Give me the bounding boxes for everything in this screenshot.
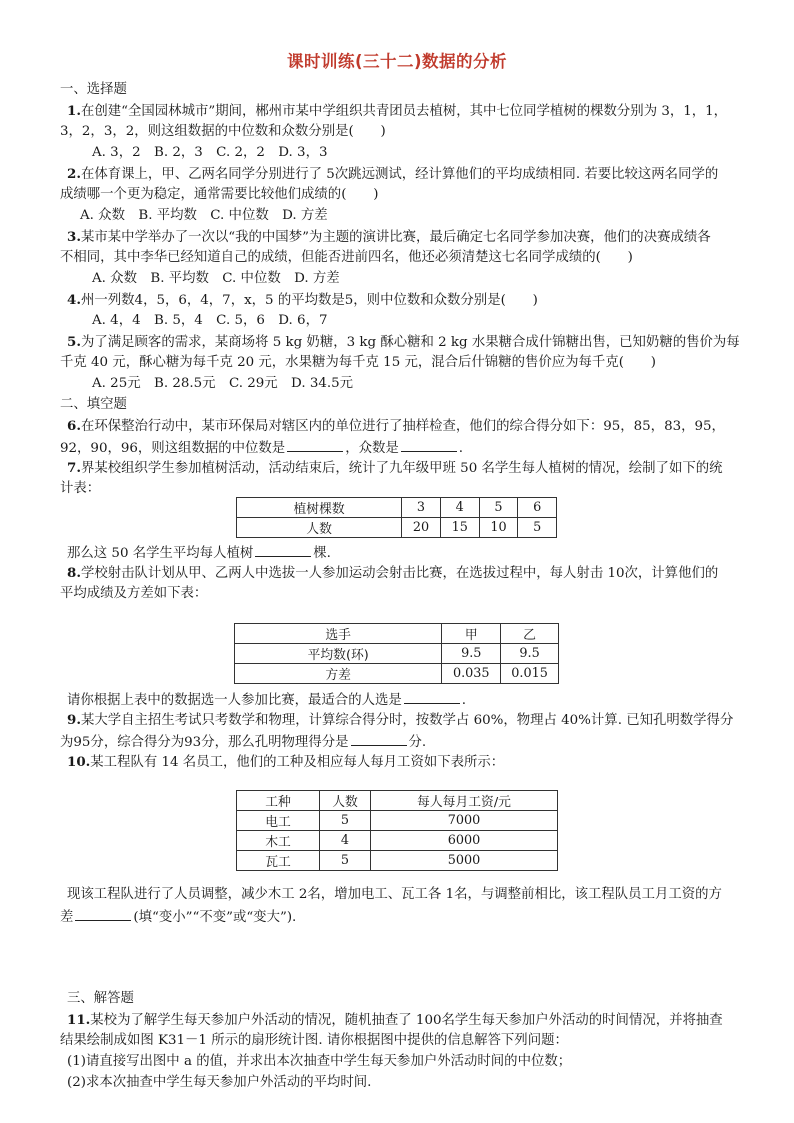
table-row: 瓦工 5 5000 [237, 851, 558, 871]
q3-options: A. 众数 B. 平均数 C. 中位数 D. 方差 [92, 271, 340, 286]
q1-number: 1. [67, 103, 81, 119]
q7-line2: 计表： [60, 481, 101, 496]
q11-line2: 结果绘制成如图 K31－1 所示的扇形统计图. 请你根据图中提供的信息解答下列问题： [60, 1033, 568, 1048]
tree-planting-table [236, 497, 557, 538]
q3-line2: 不相同，其中李华已经知道自己的成绩，但能否进前四名，他还必须清楚这七名同学成绩的( ) [60, 250, 633, 265]
q1-options: A. 3，2 B. 2，3 C. 2，2 D. 3，3 [92, 145, 328, 160]
q1-line1: 1.在创建“全国园林城市”期间，郴州市某中学组织共青团员去植树，其中七位同学植树的棵数分别为 3，1，1， [67, 103, 728, 119]
q9-line1: 9.某大学自主招生考试只考数学和物理，计算综合得分时，按数学占 60%，物理占 40%计算. 已知孔明数学得分 [67, 712, 734, 728]
section-heading-solve: 三、解答题 [67, 991, 134, 1006]
answer-blank [255, 542, 311, 557]
table-row: 木工 4 6000 [237, 831, 558, 851]
q2-line2: 成绩哪一个更为稳定，通常需要比较他们成绩的( ) [60, 187, 379, 202]
answer-blank [404, 689, 460, 704]
q10-after-line2: 差 (填“变小”“不变”或“变大”). [60, 906, 750, 928]
q3-line1: 3.某市某中学举办了一次以“我的中国梦”为主题的演讲比赛，最后确定七名同学参加决赛，他们的决赛成绩各 [67, 229, 711, 245]
table-row: 植树棵数 3 4 5 6 [237, 498, 557, 518]
answer-blank [75, 906, 131, 921]
wage-table [236, 790, 558, 871]
q8-line1: 8.学校射击队计划从甲、乙两人中选拔一人参加运动会射击比赛，在选拔过程中，每人射击 10次，计算他们的 [67, 565, 719, 581]
q6-line1: 6.在环保整治行动中，某市环保局对辖区内的单位进行了抽样检查，他们的综合得分如下：95，85，83，95， [67, 418, 725, 434]
q5-options: A. 25元 B. 28.5元 C. 29元 D. 34.5元 [92, 376, 354, 391]
q10-line1: 10.某工程队有 14 名员工，他们的工种及相应每人每月工资如下表所示： [67, 754, 505, 770]
q11-sub1: (1)请直接写出图中 a 的值，并求出本次抽查中学生每天参加户外活动时间的中位数； [67, 1054, 572, 1069]
answer-blank [287, 437, 343, 452]
shooting-table [234, 623, 559, 684]
q4-options: A. 4，4 B. 5，4 C. 5，6 D. 6，7 [92, 313, 328, 328]
section-heading-choice: 一、选择题 [60, 82, 127, 97]
table-row: 平均数(环) 9.5 9.5 [235, 644, 559, 664]
q4-line1: 4.州一列数4，5，6，4，7，x，5 的平均数是5，则中位数和众数分别是( ) [67, 292, 538, 308]
q10-after-line1: 现该工程队进行了人员调整，减少木工 2名，增加电工、瓦工各 1名，与调整前相比，该工程队员工月工资的方 [67, 887, 722, 902]
q2-options: A. 众数 B. 平均数 C. 中位数 D. 方差 [80, 208, 328, 223]
q11-line1: 11.某校为了解学生每天参加户外活动的情况，随机抽查了 100名学生每天参加户外活动的时间情况，并将抽查 [67, 1012, 723, 1028]
page-title: 课时训练(三十二)数据的分析 [286, 52, 508, 71]
section-heading-fill: 二、填空题 [60, 397, 127, 412]
q2-line1: 2.在体育课上，甲、乙两名同学分别进行了 5次跳远测试，经计算他们的平均成绩相同. 若要比较这两名同学的 [67, 166, 719, 182]
q11-sub2: (2)求本次抽查中学生每天参加户外活动的平均时间. [67, 1075, 372, 1090]
table-row: 工种 人数 每人每月工资/元 [237, 791, 558, 811]
table-row: 人数 20 15 10 5 [237, 518, 557, 538]
q1-line2: 3，2，3，2，则这组数据的中位数和众数分别是( ) [60, 124, 386, 139]
table-row: 电工 5 7000 [237, 811, 558, 831]
table-row: 方差 0.035 0.015 [235, 664, 559, 684]
q5-line2: 千克 40 元，酥心糖为每千克 20 元，水果糖为每千克 15 元，混合后什锦糖的售价应为每千克( ) [60, 355, 656, 370]
q9-line2: 为95分，综合得分为93分，那么孔明物理得分是 分. [60, 731, 750, 753]
answer-blank [401, 437, 457, 452]
q7-line1: 7.界某校组织学生参加植树活动，活动结束后，统计了九年级甲班 50 名学生每人植树的情况，绘制了如下的统 [67, 460, 723, 476]
q8-line2: 平均成绩及方差如下表： [60, 586, 208, 601]
answer-blank [351, 731, 407, 746]
q6-line2: 92，90，96，则这组数据的中位数是 ，众数是 . [60, 437, 750, 459]
table-row: 选手 甲 乙 [235, 624, 559, 644]
q8-after: 请你根据上表中的数据选一人参加比赛，最适合的人选是 . [67, 689, 757, 711]
q5-line1: 5.为了满足顾客的需求，某商场将 5 kg 奶糖，3 kg 酥心糖和 2 kg 水果糖合成什锦糖出售，已知奶糖的售价为每 [67, 334, 740, 350]
q7-after: 那么这 50 名学生平均每人植树 棵. [67, 542, 757, 564]
